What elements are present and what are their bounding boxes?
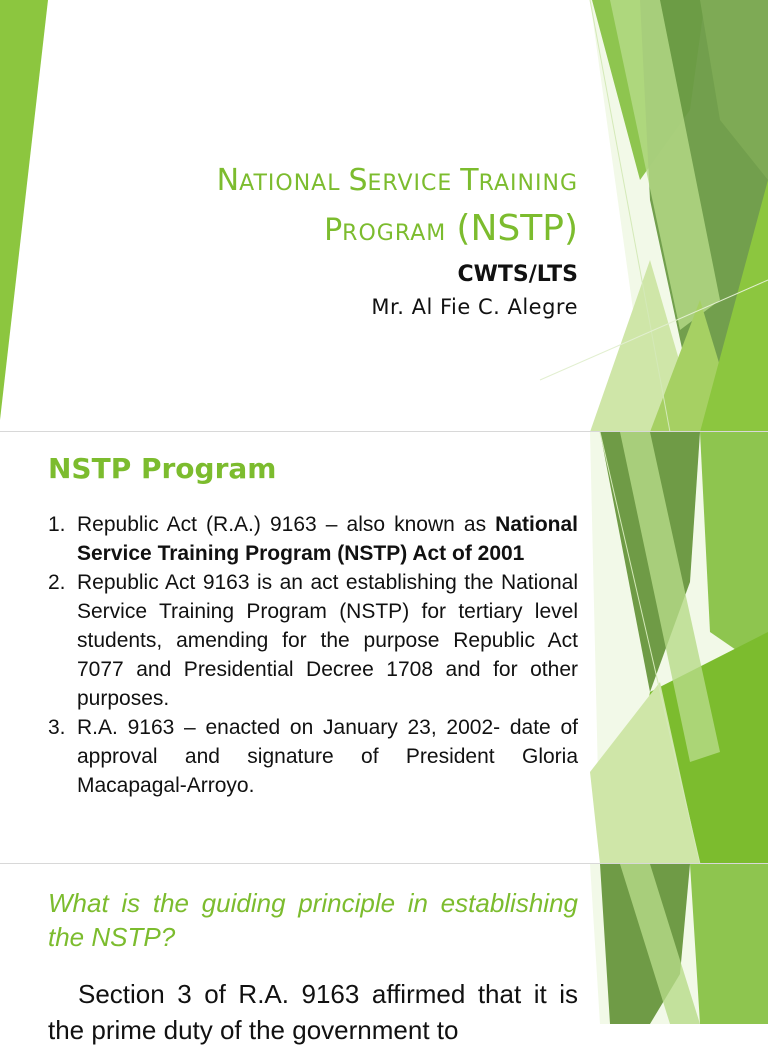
list-item: [48, 510, 578, 568]
title-line-1: NATIONAL SERVICE TRAINING: [216, 163, 578, 198]
list-number: 1.: [48, 513, 66, 536]
answer-text: Section 3 of R.A. 9163 affirmed that it is the prime duty of the government to: [48, 979, 578, 1045]
list-number: 2.: [48, 571, 66, 594]
slide-heading: NSTP Program: [48, 452, 277, 485]
nstp-facts-list: [48, 510, 578, 800]
nstp-program-slide: [0, 432, 768, 864]
list-bold-text: National Service Training Program (NSTP) Act of 2001: [77, 513, 578, 565]
presenter-name: Mr. Al Fie C. Alegre: [371, 295, 578, 319]
title-acronym: (NSTP): [456, 207, 578, 249]
question-heading: What is the guiding principle in establishing the NSTP?: [48, 888, 578, 952]
list-text: R.A. 9163 – enacted on January 23, 2002- date of approval and signature of President Gloria Macapagal-Arroyo.: [77, 716, 578, 797]
presentation-title: [78, 156, 578, 255]
list-text: Republic Act 9163 is an act establishing the National Service Training Program (NSTP) for tertiary level students, amending for the purpose Republic Act 7077 and Presidential Decree 1708 and for other purposes.: [77, 571, 578, 710]
presentation-subtitle: [371, 262, 578, 319]
title-slide: [0, 0, 768, 432]
left-green-sliver: [0, 0, 48, 420]
course-code: CWTS/LTS: [457, 262, 578, 287]
list-text: Republic Act (R.A.) 9163 – also known as: [77, 513, 496, 536]
list-item: [48, 568, 578, 713]
list-number: 3.: [48, 716, 66, 739]
title-line-2: PROGRAM (NSTP): [324, 207, 578, 249]
guiding-principle-slide: [0, 864, 768, 1045]
list-item: [48, 713, 578, 800]
